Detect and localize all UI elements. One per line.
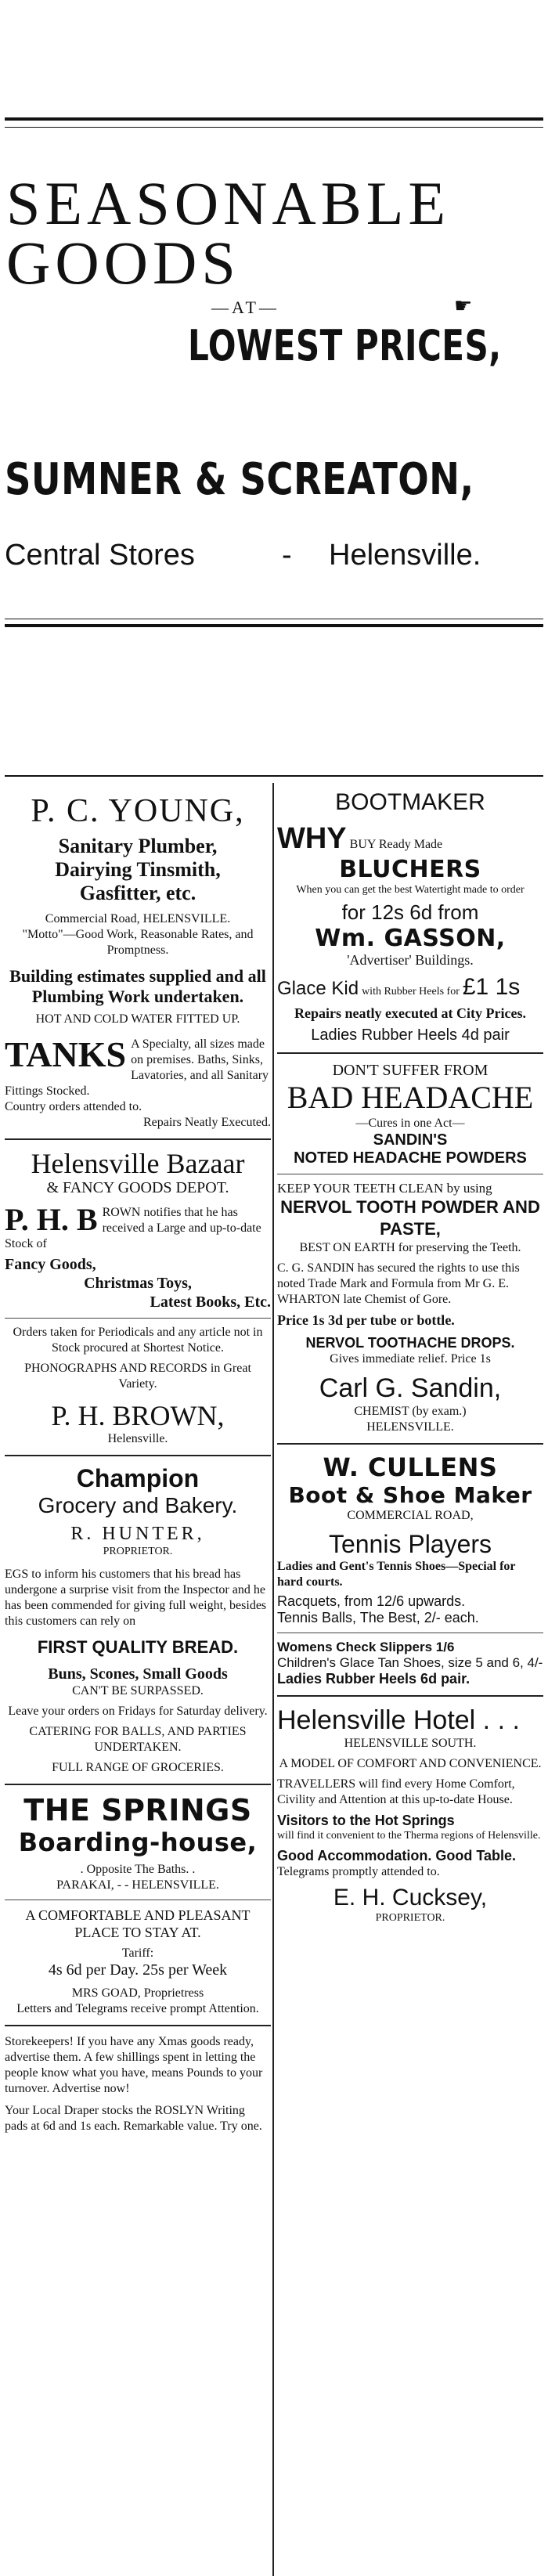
sandin-dont: DON'T SUFFER FROM <box>332 1062 489 1079</box>
banner-at: —AT— <box>211 298 279 317</box>
bazaar-orders: Orders taken for Periodicals and any article not in Stock procured at Shortest Notice. <box>13 1326 263 1355</box>
left-column <box>5 783 271 2134</box>
divider <box>277 1695 543 1697</box>
hotel-prop: PROPRIETOR. <box>375 1912 445 1924</box>
young-tanks: TANKS <box>5 1037 127 1074</box>
sandin-drops: NERVOL TOOTHACHE DROPS. <box>305 1335 515 1351</box>
champion-first: FIRST QUALITY BREAD. <box>37 1637 239 1657</box>
divider <box>5 1455 271 1456</box>
cullens-glace: Children's Glace Tan Shoes, size 5 and 6, 4/- <box>277 1655 543 1670</box>
champion-prop: PROPRIETOR. <box>103 1546 173 1557</box>
hotel-model: A MODEL OF COMFORT AND CONVENIENCE. <box>279 1757 542 1770</box>
divider <box>277 1443 543 1445</box>
hotel-will: will find it convenient to the Therma regions of Helensville. <box>277 1830 541 1842</box>
divider <box>277 1052 543 1054</box>
young-l3: Gasfitter, etc. <box>79 882 196 904</box>
springs-title: THE SPRINGS <box>23 1793 252 1827</box>
column-divider <box>272 783 274 2576</box>
hotel-travel: TRAVELLERS will find every Home Comfort, Civility and Attention at this up-to-date House. <box>277 1777 515 1806</box>
banner-seasonable: SEASONABLE <box>6 169 451 237</box>
champion-body: EGS to inform his customers that his bread has undergone a surprise visit from the Inspector and he has been commended for giving full weight, besides this customers can rely on <box>5 1568 267 1628</box>
cullens-check: Womens Check Slippers 1/6 <box>277 1640 455 1654</box>
banner-lowest-prices: LOWEST PRICES, <box>188 321 502 370</box>
gasson-ad <box>277 789 543 1044</box>
divider <box>5 1784 271 1785</box>
banner-firm: SUMNER & SCREATON, <box>5 454 474 505</box>
hotel-visitors: Visitors to the Hot Springs <box>277 1813 455 1828</box>
bazaar-phono: PHONOGRAPHS AND RECORDS in Great Variety. <box>24 1362 251 1391</box>
champion-buns: Buns, Scones, Small Goods <box>48 1665 228 1683</box>
cullens-rubber: Ladies Rubber Heels 6d pair. <box>277 1671 470 1687</box>
sandin-chem: CHEMIST (by exam.) <box>354 1405 467 1418</box>
gasson-when: When you can get the best Watertight made to order <box>296 884 525 896</box>
banner-dash: - <box>282 539 292 572</box>
champion-cant: CAN'T BE SURPASSED. <box>72 1684 204 1697</box>
sandin-cures: —Cures in one Act— <box>355 1117 465 1130</box>
champion-sub: Grocery and Bakery. <box>38 1493 238 1517</box>
young-motto: "Motto"—Good Work, Reasonable Rates, and Promptness. <box>22 928 254 957</box>
champion-leave: Leave your orders on Fridays for Saturday delivery. <box>8 1705 268 1718</box>
gasson-glace: Glace Kid <box>277 978 359 999</box>
sandin-name: SANDIN'S <box>373 1131 448 1149</box>
young-estimates: Building estimates supplied and all Plumbing Work undertaken. <box>9 966 266 1006</box>
springs-ad <box>5 1793 271 2017</box>
springs-rates: 4s 6d per Day. 25s per Week <box>48 1961 228 1979</box>
gasson-why: WHY <box>277 822 347 855</box>
gasson-title: BOOTMAKER <box>335 789 485 815</box>
mid-rule <box>5 624 543 627</box>
champion-range: FULL RANGE OF GROCERIES. <box>52 1761 224 1774</box>
sumner-screaton-ad <box>0 0 548 626</box>
bazaar-fancy: Fancy Goods, <box>5 1256 96 1273</box>
cullens-name: W. CULLENS <box>323 1452 498 1482</box>
champion-ad <box>5 1464 271 1776</box>
banner-town: Helensville. <box>329 539 481 572</box>
sandin-relief: Gives immediate relief. Price 1s <box>330 1352 491 1366</box>
gasson-name: Wm. GASSON, <box>315 925 506 952</box>
sandin-nervol: NERVOL TOOTH POWDER AND PASTE, <box>280 1197 540 1239</box>
champion-title: Champion <box>76 1464 200 1492</box>
young-addr: Commercial Road, HELENSVILLE. <box>45 912 231 925</box>
right-column <box>277 783 543 1925</box>
springs-loc: PARAKAI, - - HELENSVILLE. <box>56 1878 219 1892</box>
bazaar-toys: Christmas Toys, <box>84 1275 192 1292</box>
gasson-bluchers: BLUCHERS <box>339 856 481 883</box>
bazaar-books: Latest Books, Etc. <box>150 1293 271 1311</box>
bazaar-sub: & FANCY GOODS DEPOT. <box>46 1179 229 1196</box>
cullens-racquets: Racquets, from 12/6 upwards. <box>277 1593 466 1609</box>
sandin-keep: KEEP YOUR TEETH CLEAN by using <box>277 1181 492 1196</box>
young-ad <box>5 792 271 1131</box>
young-tanks-text: A Specialty, all sizes made on premises. Baths, Sinks, Lavatories, and all Sanitary Fittings Stocked. <box>5 1037 269 1098</box>
banner-goods: GOODS <box>6 229 240 297</box>
store-body: Storekeepers! If you have any Xmas goods ready, advertise them. A few shillings spent in letting the people know what you have, means Pounds to your turnover. Advertise now! <box>5 2035 263 2095</box>
hotel-loc: HELENSVILLE SOUTH. <box>344 1737 477 1750</box>
bazaar-intro: ROWN notifies that he has received a Large and up-to-date Stock of <box>5 1206 261 1250</box>
sandin-ad <box>277 1062 543 1435</box>
columns-top-rule <box>5 775 543 777</box>
springs-goad: MRS GOAD, Proprietress <box>71 1986 204 2000</box>
bazaar-title: Helensville Bazaar <box>31 1148 245 1179</box>
pointing-hand-icon: ☛ <box>454 294 473 317</box>
store-draper: Your Local Draper stocks the ROSLYN Writing pads at 6d and 1s each. Remarkable value. Try one. <box>5 2104 262 2133</box>
divider <box>5 1138 271 1140</box>
cullens-ad <box>277 1452 543 1687</box>
bazaar-sign: P. H. BROWN, <box>51 1400 225 1431</box>
bazaar-ph: P. H. B <box>5 1205 98 1237</box>
sandin-sign: Carl G. Sandin, <box>319 1373 502 1403</box>
springs-comf: A COMFORTABLE AND PLEASANT PLACE TO STAY AT. <box>25 1907 251 1940</box>
hotel-good: Good Accommodation. Good Table. <box>277 1848 516 1863</box>
springs-opp: . Opposite The Baths. . <box>80 1863 196 1876</box>
springs-tariff: Tariff: <box>121 1946 154 1960</box>
bazaar-ad <box>5 1148 271 1447</box>
young-l2: Dairying Tinsmith, <box>55 858 221 881</box>
cullens-ladies: Ladies and Gent's Tennis Shoes—Special for hard courts. <box>277 1560 516 1589</box>
champion-owner: R. HUNTER, <box>70 1524 205 1544</box>
storekeepers-notice <box>5 2034 271 2134</box>
bazaar-town: Helensville. <box>107 1432 168 1445</box>
sandin-town: HELENSVILLE. <box>366 1420 454 1434</box>
hotel-title: Helensville Hotel . . . <box>277 1705 520 1735</box>
gasson-rubber: with Rubber Heels for <box>362 986 460 998</box>
banner-stores: Central Stores <box>5 539 195 572</box>
young-name: P. C. YOUNG, <box>31 793 245 829</box>
young-country: Country orders attended to. <box>5 1100 142 1113</box>
gasson-adv: 'Advertiser' Buildings. <box>347 952 474 968</box>
gasson-ladies: Ladies Rubber Heels 4d pair <box>311 1026 510 1044</box>
sandin-best: BEST ON EARTH for preserving the Teeth. <box>299 1241 521 1254</box>
gasson-price: £1 1s <box>462 974 521 1000</box>
champion-cater: CATERING FOR BALLS, AND PARTIES UNDERTAKEN. <box>29 1725 247 1754</box>
cullens-trade: Boot & Shoe Maker <box>288 1482 532 1508</box>
hotel-ad <box>277 1705 543 1925</box>
sandin-secured: C. G. SANDIN has secured the rights to use this noted Trade Mark and Formula from Mr G. E. WHARTON late Chemist of Gore. <box>277 1261 520 1306</box>
cullens-road: COMMERCIAL ROAD, <box>347 1509 474 1522</box>
hotel-sign: E. H. Cucksey, <box>333 1885 488 1910</box>
hotel-tele: Telegrams promptly attended to. <box>277 1865 440 1878</box>
sandin-price: Price 1s 3d per tube or bottle. <box>277 1312 455 1328</box>
young-l1: Sanitary Plumber, <box>58 835 218 857</box>
gasson-why2: BUY Ready Made <box>349 838 443 851</box>
divider <box>5 1318 271 1319</box>
young-water: HOT AND COLD WATER FITTED UP. <box>35 1012 240 1026</box>
springs-letters: Letters and Telegrams receive prompt Attention. <box>16 2002 259 2015</box>
young-repairs: Repairs Neatly Executed. <box>142 1116 271 1129</box>
springs-sub: Boarding-house, <box>18 1827 258 1857</box>
sandin-powders: NOTED HEADACHE POWDERS <box>294 1149 527 1167</box>
sandin-bad: BAD HEADACHE <box>287 1080 534 1115</box>
cullens-balls: Tennis Balls, The Best, 2/- each. <box>277 1610 479 1625</box>
divider <box>5 2025 271 2026</box>
cullens-tennis: Tennis Players <box>328 1530 492 1558</box>
gasson-repairs: Repairs neatly executed at City Prices. <box>294 1005 526 1021</box>
gasson-for: for 12s 6d from <box>341 900 479 924</box>
